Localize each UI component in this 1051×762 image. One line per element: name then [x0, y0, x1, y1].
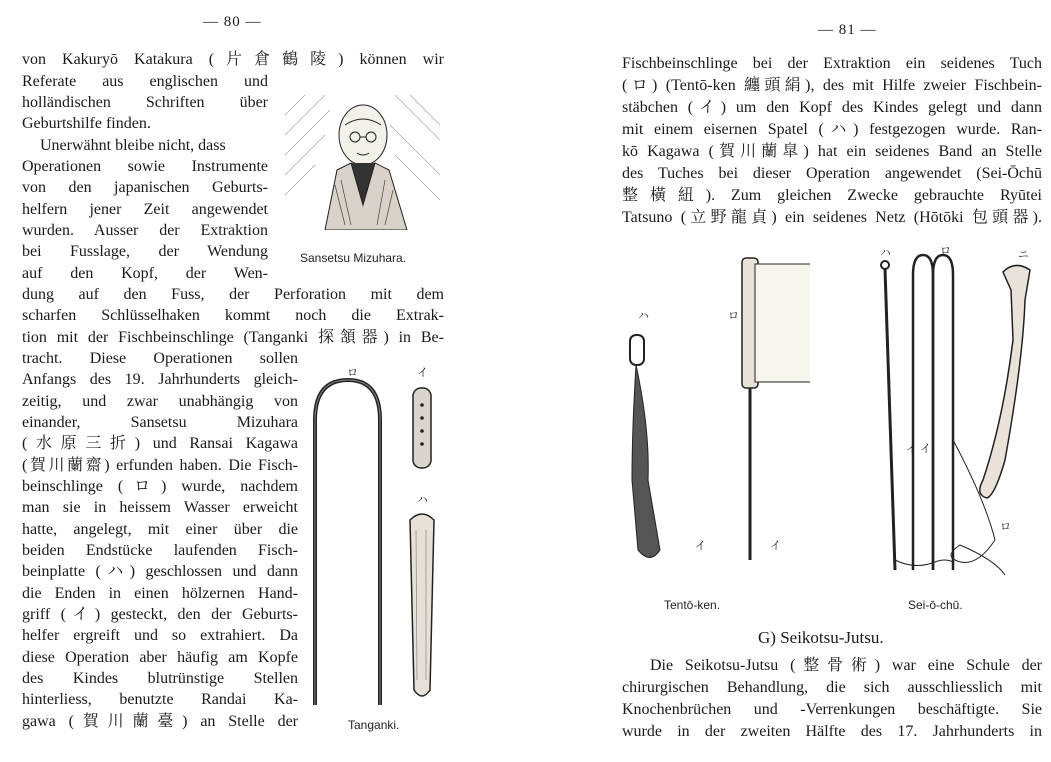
label-ro: ロ	[940, 244, 951, 257]
label-i: イ	[417, 366, 428, 379]
label-ro: ロ	[728, 309, 739, 322]
text-line: gawa (賀川蘭臺) an Stelle der	[22, 713, 298, 730]
text-line: Referate aus englischen und	[22, 73, 268, 90]
text-line: von den japanischen Geburts-	[22, 179, 268, 196]
text-line: von Kakuryō Katakura (片倉鶴陵) können wir	[22, 51, 444, 68]
text-line: wurden. Ausser der Extraktion	[22, 222, 268, 239]
text-line: helfern jener Zeit angewendet	[22, 201, 268, 218]
label-i: イ	[920, 442, 931, 455]
label-i: イ	[770, 539, 781, 552]
text-line: bei Fusslage, der Wendung	[22, 243, 268, 260]
text-line: einander, Sansetsu Mizuhara	[22, 414, 298, 431]
seiochu-caption: Sei-ō-chū.	[908, 598, 963, 612]
tentoken-illustration	[620, 250, 810, 570]
portrait-illustration	[285, 95, 440, 230]
text-line: holländischen Schriften über	[22, 94, 268, 111]
text-line: tion mit der Fischbeinschlinge (Tanganki 探頷器) in Be-	[22, 329, 444, 346]
left-page	[0, 0, 500, 762]
text-line: (賀川蘭齋) erfunden haben. Die Fisch-	[22, 457, 298, 474]
text-line: Geburtshilfe finden.	[22, 115, 151, 132]
text-line: tracht. Diese Operationen sollen	[22, 350, 298, 367]
portrait-caption: Sansetsu Mizuhara.	[300, 251, 407, 265]
text-line: des Tuches bei dieser Operation angewendet (Sei-Ōchū	[622, 165, 1042, 182]
text-line: hatte, angelegt, mit einer über die	[22, 521, 298, 538]
text-line: des Kindes blutrünstige Stellen	[22, 670, 298, 687]
text-line: kō Kagawa (賀川蘭皐) hat ein seidenes Band an Stelle	[622, 143, 1042, 160]
tanganki-caption: Tanganki.	[348, 718, 400, 732]
label-ha: ハ	[638, 309, 649, 322]
text-line: chirurgischen Behandlung, die sich ausschliesslich mit	[622, 679, 1042, 696]
text-line: auf den Kopf, der Wen-	[22, 265, 268, 282]
label-ro: ロ	[1000, 520, 1011, 533]
seiochu-illustration	[875, 240, 1045, 585]
text-line: (ロ) (Tentō-ken 纏頭絹), des mit Hilfe zweier Fischbein-	[622, 77, 1042, 94]
text-line: hinterliess, benutzte Randai Ka-	[22, 691, 298, 708]
text-line: beinschlinge (ロ) wurde, nachdem	[22, 478, 298, 495]
label-ha: ハ	[880, 246, 891, 259]
label-ro: ロ	[347, 366, 358, 379]
text-line: helfer ergreift und so extrahiert. Da	[22, 627, 298, 644]
text-line: Tatsuno (立野龍貞) ein seidenes Netz (Hōtōki 包頭器).	[622, 209, 1042, 226]
text-line: Fischbeinschlinge bei der Extraktion ein seidenes Tuch	[622, 55, 1042, 72]
tentoken-caption: Tentō-ken.	[664, 598, 721, 612]
text-line: beiden Endstücke laufenden Fisch-	[22, 542, 298, 559]
text-line: stäbchen (イ) um den Kopf des Kindes gelegt und dann	[622, 99, 1042, 116]
section-heading: G) Seikotsu-Jutsu.	[758, 628, 884, 647]
text-line: mit einem eisernen Spatel (ハ) festgezogen wurde. Ran-	[622, 121, 1042, 138]
text-line: zeitig, und zwar unabhängig von	[22, 393, 298, 410]
text-line: Unerwähnt bleibe nicht, dass	[40, 137, 226, 154]
text-line: man sie in heissem Wasser erweicht	[22, 499, 298, 516]
label-ni: ニ	[1018, 248, 1029, 261]
text-line: wurde in der zweiten Hälfte des 17. Jahrhunderts in	[622, 723, 1042, 740]
page-number: — 81 —	[818, 22, 877, 38]
text-line: Anfangs des 19. Jahrhunderts gleich-	[22, 371, 298, 388]
text-line: die Enden in einen hölzernen Hand-	[22, 585, 298, 602]
text-line: scharfen Schlüsselhaken kommt noch die Extrak-	[22, 307, 444, 324]
text-line: Operationen sowie Instrumente	[22, 158, 268, 175]
label-i: イ	[695, 539, 706, 552]
text-line: 整橫紐). Zum gleichen Zwecke gebrauchte Ryūtei	[622, 187, 1042, 204]
label-i: イ	[906, 442, 917, 455]
right-page	[560, 0, 1051, 762]
text-line: griff (イ) gesteckt, den der Geburts-	[22, 606, 298, 623]
text-line: Die Seikotsu-Jutsu (整骨術) war eine Schule der	[650, 657, 1042, 674]
tanganki-illustration	[300, 360, 460, 715]
label-ha: ハ	[417, 493, 428, 506]
text-line: diese Operation aber häufig am Kopfe	[22, 649, 298, 666]
page-number: — 80 —	[203, 14, 262, 30]
text-line: Knochenbrüchen und -Verrenkungen beschäftigte. Sie	[622, 701, 1042, 718]
text-line: dung auf den Fuss, der Perforation mit dem	[22, 286, 444, 303]
text-line: beinplatte (ハ) geschlossen und dann	[22, 563, 298, 580]
text-line: (水原三折) und Ransai Kagawa	[22, 435, 298, 452]
